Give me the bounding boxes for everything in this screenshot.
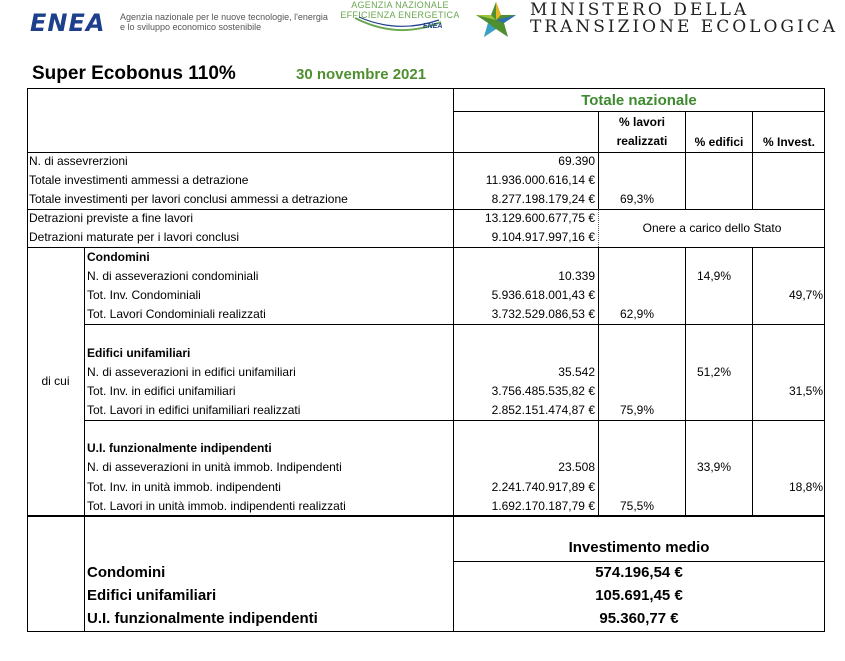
invest-medio-value: 105.691,45 € xyxy=(595,587,683,604)
efficienza-enea-mark: ENEA xyxy=(423,23,443,30)
pct-edifici: 51,2% xyxy=(697,365,732,379)
pct-edifici: 14,9% xyxy=(697,269,732,283)
report-date: 30 novembre 2021 xyxy=(296,66,427,83)
star-icon xyxy=(470,0,522,40)
row-value: 35.542 xyxy=(558,365,595,379)
pct-invest: 49,7% xyxy=(788,288,823,302)
divider xyxy=(752,111,753,209)
row-label: Tot. Lavori Condominiali realizzati xyxy=(87,307,266,321)
row-value: 5.936.618.001,43 € xyxy=(491,288,595,302)
col-header-lavori-line1: % lavori xyxy=(618,115,666,129)
row-value: 8.277.198.179,24 € xyxy=(491,192,595,206)
row-value: 23.508 xyxy=(558,460,595,474)
row-label: N. di asseverazioni in edifici unifamiliari xyxy=(87,365,296,379)
pct-lavori: 62,9% xyxy=(620,307,655,321)
row-value: 2.241.740.917,89 € xyxy=(491,480,595,494)
row-value: 3.756.485.535,82 € xyxy=(491,384,595,398)
divider xyxy=(84,420,825,421)
enea-tagline: Agenzia nazionale per le nuove tecnologie, l'energia e lo sviluppo economico sostenibile xyxy=(120,12,328,32)
ministero-line2: TRANSIZIONE ECOLOGICA xyxy=(530,17,838,37)
divider xyxy=(84,247,85,632)
row-label: Tot. Lavori in unità immob. indipendenti realizzati xyxy=(87,499,346,513)
row-label: N. di asseverazioni condominiali xyxy=(87,269,259,283)
row-label: Totale investimenti ammessi a detrazione xyxy=(29,173,249,187)
row-label: Tot. Lavori in edifici unifamiliari realizzati xyxy=(87,403,301,417)
enea-logo xyxy=(30,9,330,39)
enea-logo-mark: ENEA xyxy=(30,9,106,37)
invest-medio-label: Condomini xyxy=(87,564,166,581)
invest-medio-title: Investimento medio xyxy=(568,539,710,556)
ministero-logo xyxy=(470,0,838,40)
pct-lavori: 75,9% xyxy=(620,403,655,417)
row-label: Tot. Inv. in edifici unifamiliari xyxy=(87,384,236,398)
efficienza-line2: EFFICIENZA ENERGETICA xyxy=(340,10,460,20)
group-title: U.I. funzionalmente indipendenti xyxy=(87,441,272,455)
row-label: Tot. Inv. Condominiali xyxy=(87,288,201,302)
row-value: 69.390 xyxy=(558,154,595,168)
di-cui-label: di cui xyxy=(41,374,70,388)
pct-lavori: 69,3% xyxy=(620,192,655,206)
row-label: Totale investimenti per lavori conclusi ammessi a detrazione xyxy=(29,192,348,206)
row-value: 2.852.151.474,87 € xyxy=(491,403,595,417)
row-value: 9.104.917.997,16 € xyxy=(491,230,595,244)
divider xyxy=(685,247,686,515)
divider xyxy=(27,152,825,153)
page-title: Super Ecobonus 110% xyxy=(32,63,236,84)
row-value: 11.936.000.616,14 € xyxy=(485,173,595,187)
row-value: 13.129.600.677,75 € xyxy=(484,211,595,225)
group-title: Condomini xyxy=(87,250,150,264)
col-header-invest: % Invest. xyxy=(762,135,816,149)
divider xyxy=(453,111,825,112)
divider xyxy=(598,247,599,515)
col-header-edifici: % edifici xyxy=(694,135,744,149)
row-value: 3.732.529.086,53 € xyxy=(491,307,595,321)
group-title: Edifici unifamiliari xyxy=(87,346,191,360)
pct-invest: 18,8% xyxy=(788,480,823,494)
row-label: Detrazioni previste a fine lavori xyxy=(29,211,194,225)
row-label: N. di asseverazioni in unità immob. Indipendenti xyxy=(87,460,342,474)
invest-medio-label: U.I. funzionalmente indipendenti xyxy=(87,610,318,627)
pct-lavori: 75,5% xyxy=(620,499,655,513)
row-label: Detrazioni maturate per i lavori conclusi xyxy=(29,230,240,244)
divider xyxy=(453,88,454,632)
ministero-line1: MINISTERO DELLA xyxy=(530,0,750,20)
col-header-lavori xyxy=(599,113,685,151)
row-value: 10.339 xyxy=(558,269,595,283)
pct-edifici: 33,9% xyxy=(697,460,732,474)
onere-stato: Onere a carico dello Stato xyxy=(642,221,782,235)
invest-medio-value: 95.360,77 € xyxy=(599,610,679,627)
row-value: 1.692.170.187,79 € xyxy=(491,499,595,513)
efficienza-line1: AGENZIA NAZIONALE xyxy=(351,0,449,10)
section-title: Totale nazionale xyxy=(581,92,697,109)
divider xyxy=(84,324,825,325)
invest-medio-label: Edifici unifamiliari xyxy=(87,587,217,604)
efficienza-energetica-logo xyxy=(335,0,465,38)
pct-invest: 31,5% xyxy=(788,384,823,398)
row-label: N. di assevrerzioni xyxy=(29,154,128,168)
invest-medio-value: 574.196,54 € xyxy=(595,564,683,581)
row-label: Tot. Inv. in unità immob. indipendenti xyxy=(87,480,281,494)
divider xyxy=(685,111,686,209)
col-header-lavori-line2: realizzati xyxy=(616,134,668,148)
